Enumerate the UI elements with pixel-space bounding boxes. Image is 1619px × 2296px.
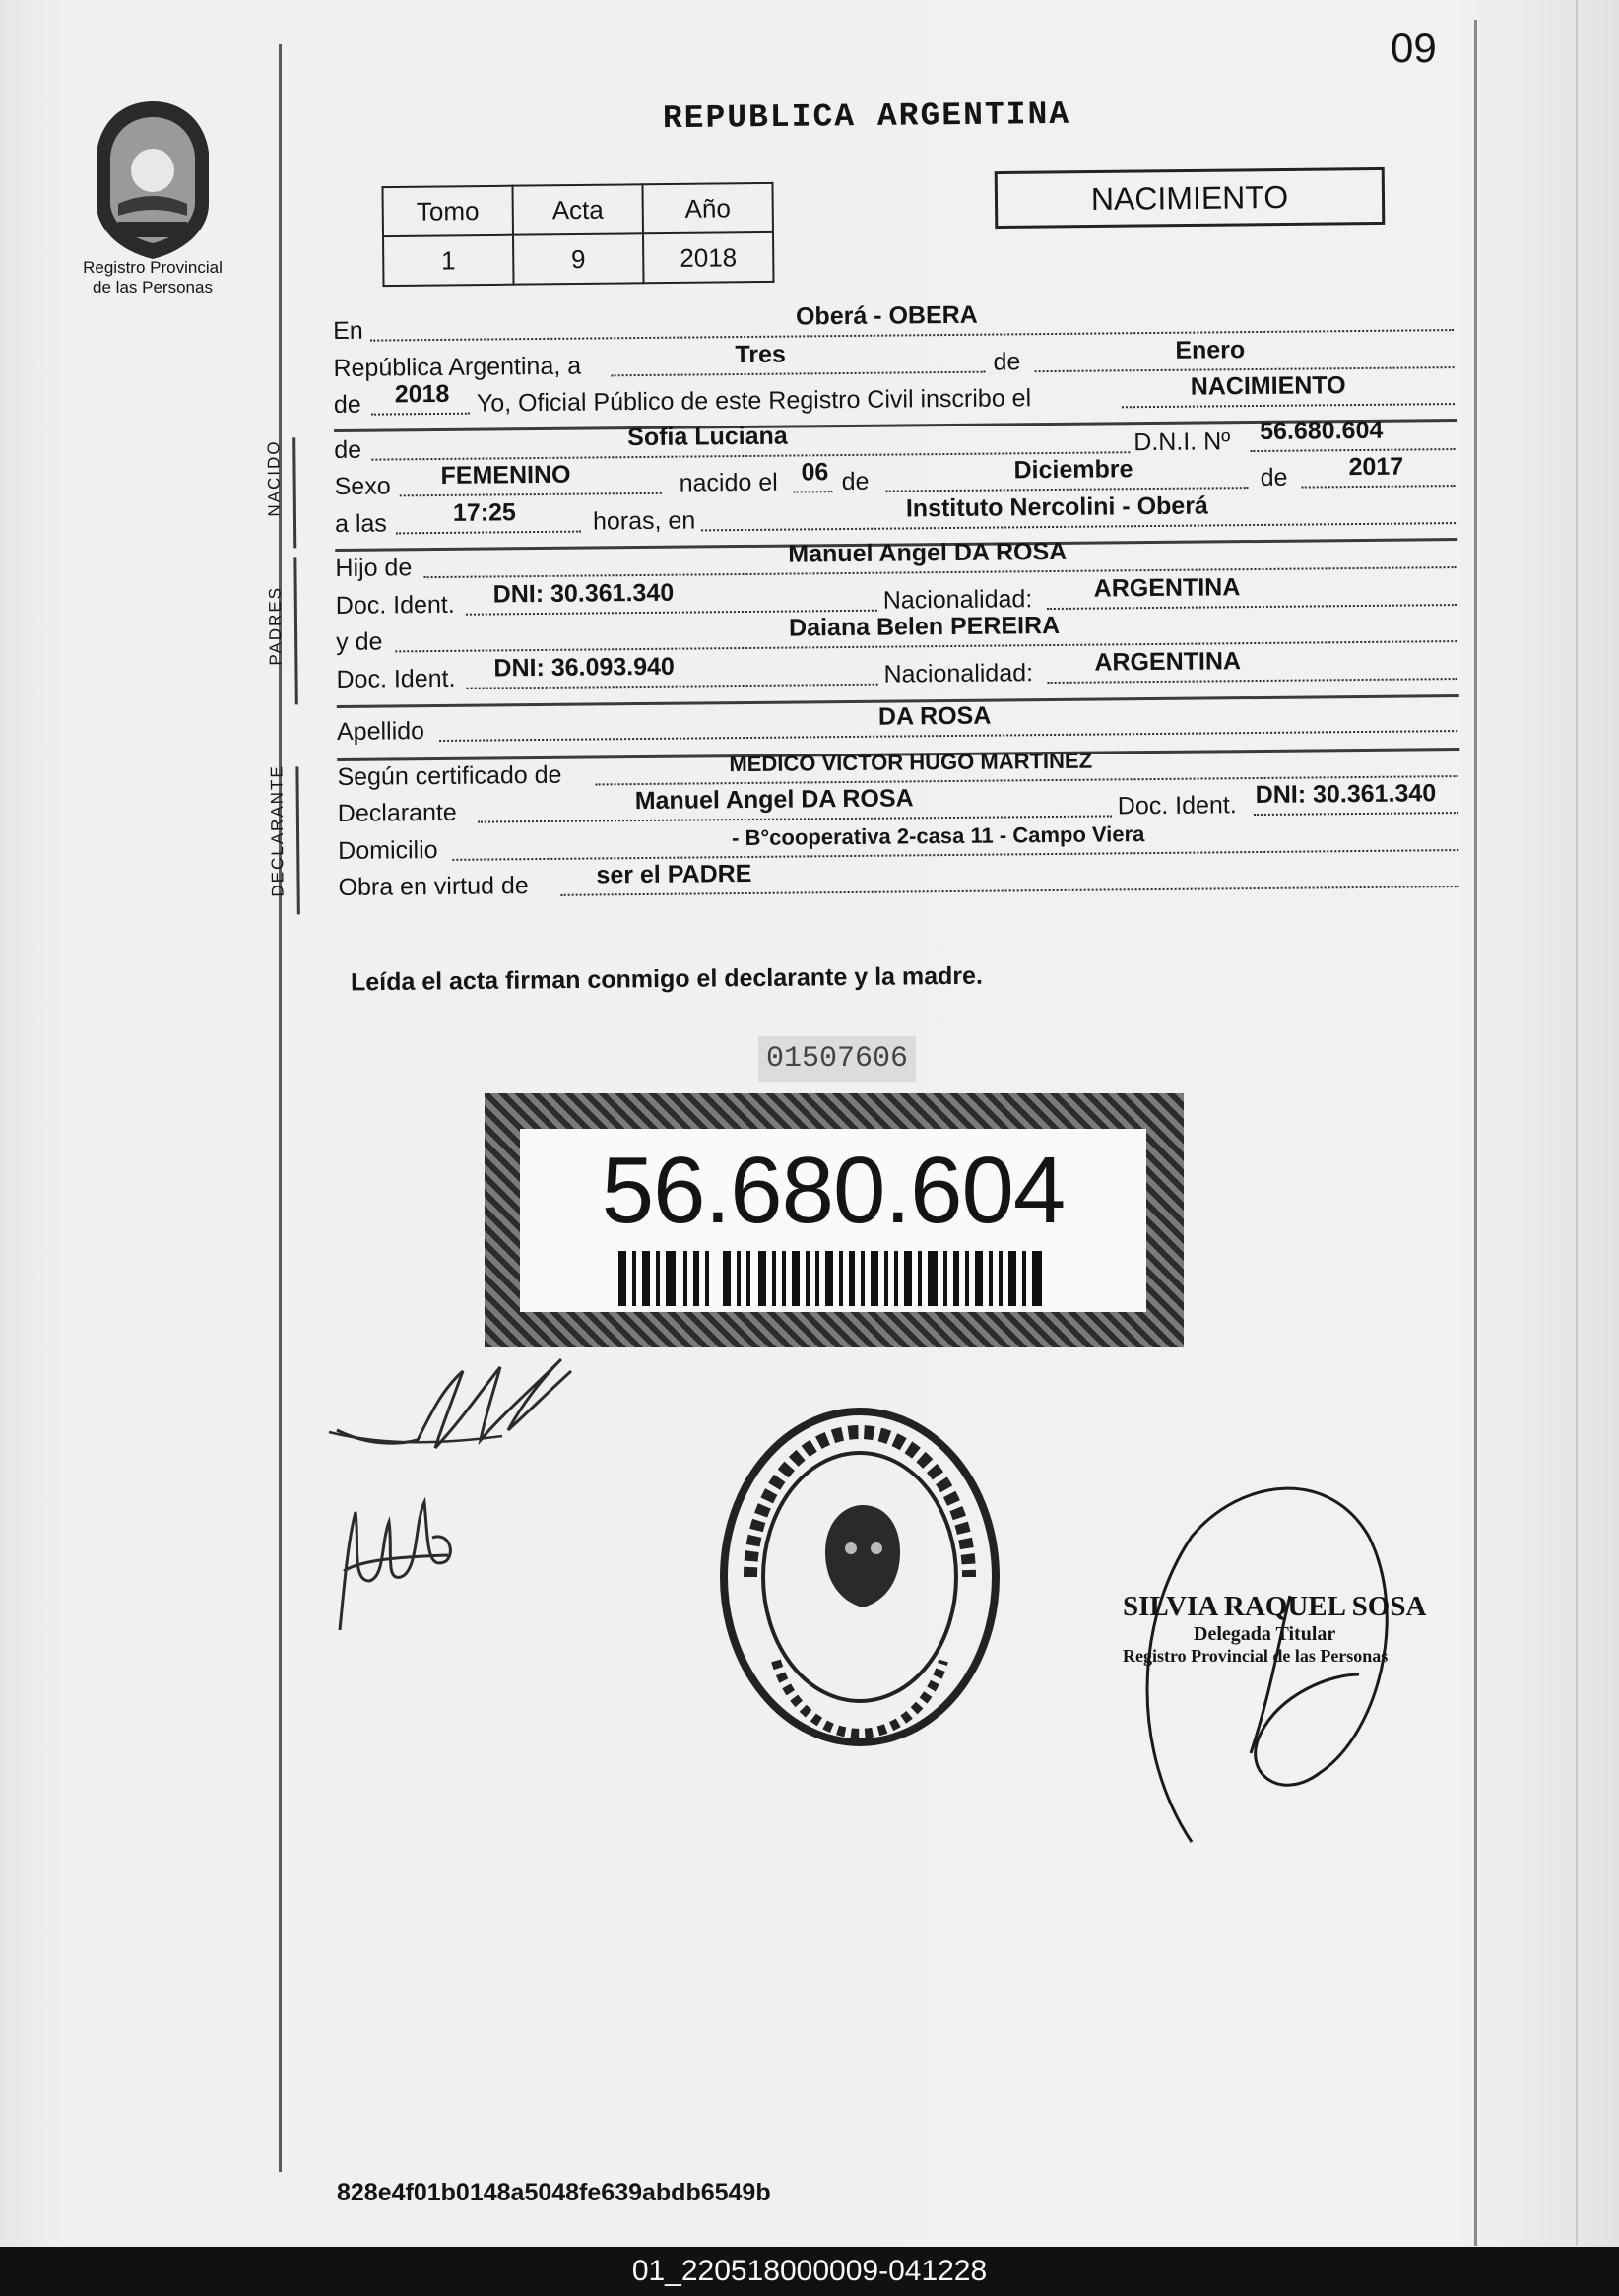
- label-de: de: [993, 347, 1021, 376]
- value-obra: ser el PADRE: [596, 859, 752, 889]
- mother-signature-icon: [330, 1482, 468, 1640]
- section-declarante-label: DECLARANTE: [267, 764, 288, 897]
- emblem-caption-line1: Registro Provincial: [83, 258, 223, 277]
- label-nacido-el: nacido el: [679, 468, 778, 497]
- label-doc-ident-madre: Doc. Ident.: [336, 664, 456, 693]
- value-lugar-nac: Instituto Nercolini - Oberá: [905, 491, 1209, 522]
- barcode-icon: [618, 1251, 1042, 1306]
- value-nac-dia: 06: [801, 458, 829, 487]
- value-dni: 56.680.604: [1260, 416, 1384, 445]
- label-en: En: [333, 316, 363, 345]
- serial-number: 01507606: [758, 1036, 916, 1082]
- value-mes: Enero: [1175, 335, 1246, 364]
- value-anio: 2018: [643, 232, 774, 283]
- label-doc-ident-declarante: Doc. Ident.: [1117, 791, 1237, 820]
- header-anio: Año: [642, 183, 773, 233]
- value-anio: 2018: [394, 379, 450, 409]
- row-madre-doc: [336, 646, 1458, 700]
- label-nacionalidad-padre: Nacionalidad:: [882, 584, 1033, 615]
- label-oficial: Yo, Oficial Público de este Registro Civil inscribo el: [476, 384, 1032, 418]
- closing-statement: Leída el acta firman conmigo el declarante y la madre.: [350, 961, 984, 997]
- value-apellido: DA ROSA: [877, 701, 992, 731]
- value-nombre: Sofia Luciana: [627, 422, 788, 451]
- label-y-de: y de: [336, 627, 383, 656]
- value-nac-mes: Diciembre: [1013, 455, 1133, 485]
- value-dia: Tres: [735, 340, 786, 368]
- value-madre-doc: DNI: 36.093.940: [493, 652, 676, 682]
- value-nac-anio: 2017: [1348, 452, 1404, 482]
- value-sexo: FEMENINO: [440, 460, 571, 490]
- right-margin-rule: [1474, 20, 1477, 2246]
- official-org: Registro Provincial de las Personas: [1123, 1646, 1389, 1666]
- value-hora: 17:25: [452, 497, 517, 527]
- label-sexo: Sexo: [334, 472, 391, 500]
- value-certificado: MEDICO VICTOR HUGO MARTINEZ: [729, 748, 1093, 776]
- value-declarante-doc: DNI: 30.361.340: [1255, 779, 1437, 810]
- section-padres-label: PADRES: [265, 585, 286, 666]
- label-domicilio: Domicilio: [338, 835, 438, 865]
- row-apellido: [336, 701, 1459, 753]
- official-stamp-icon: [717, 1405, 1003, 1749]
- page-edge: [1576, 0, 1578, 2246]
- section-padres: [265, 557, 297, 704]
- label-republica: República Argentina, a: [333, 352, 582, 382]
- value-lugar: Oberá - OBERA: [795, 300, 978, 331]
- label-de-nombre: de: [334, 435, 362, 464]
- emblem-caption-line2: de las Personas: [93, 278, 213, 296]
- label-de-mes: de: [841, 467, 870, 496]
- official-signature-block: [1123, 1591, 1448, 1667]
- label-de-year: de: [333, 390, 361, 419]
- row-hora: [334, 491, 1457, 545]
- label-horas-en: horas, en: [592, 505, 696, 535]
- label-declarante: Declarante: [337, 798, 457, 827]
- label-segun: Según certificado de: [337, 760, 562, 791]
- official-name: SILVIA RAQUEL SOSA: [1123, 1591, 1427, 1622]
- label-a-las: a las: [334, 508, 387, 538]
- official-role: Delegada Titular: [1194, 1623, 1336, 1645]
- value-acta: 9: [513, 233, 644, 284]
- document-title: REPUBLICA ARGENTINA: [662, 96, 1071, 138]
- value-tipo: NACIMIENTO: [1190, 371, 1346, 401]
- emblem-caption: [59, 258, 246, 297]
- page-number: 09: [1391, 25, 1437, 71]
- header-tomo: Tomo: [382, 186, 513, 236]
- value-madre-nac: ARGENTINA: [1094, 646, 1242, 677]
- dni-sticker: [485, 1093, 1184, 1347]
- section-nacido-label: NACIDO: [264, 439, 284, 517]
- footer-bar: 01_220518000009-041228: [0, 2247, 1619, 2296]
- declarant-signature-icon: [325, 1349, 581, 1468]
- label-obra: Obra en virtud de: [338, 872, 529, 901]
- value-madre: Daiana Belen PEREIRA: [788, 611, 1061, 642]
- label-doc-ident-padre: Doc. Ident.: [335, 590, 455, 620]
- provincial-emblem-icon: [79, 94, 227, 266]
- section-nacido: [264, 437, 296, 548]
- value-domicilio: - B°cooperativa 2-casa 11 - Campo Viera: [731, 820, 1145, 850]
- registry-table: [381, 182, 774, 287]
- value-tomo: 1: [383, 235, 514, 286]
- act-type-box: NACIMIENTO: [995, 167, 1386, 229]
- label-dni: D.N.I. Nº: [1133, 426, 1231, 456]
- section-declarante: [267, 764, 299, 914]
- value-padre-doc: DNI: 30.361.340: [492, 578, 675, 608]
- document-hash: 828e4f01b0148a5048fe639abdb6549b: [337, 2179, 771, 2206]
- label-hijo-de: Hijo de: [335, 554, 413, 582]
- value-declarante: Manuel Angel DA ROSA: [634, 784, 914, 816]
- label-apellido: Apellido: [336, 717, 425, 746]
- value-padre-nac: ARGENTINA: [1093, 572, 1241, 603]
- margin-rule: [279, 44, 282, 2172]
- dni-sticker-number: 56.680.604: [601, 1138, 1066, 1243]
- value-padre: Manuel Angel DA ROSA: [788, 537, 1068, 568]
- act-form: [264, 300, 1461, 908]
- label-nacionalidad-madre: Nacionalidad:: [883, 658, 1034, 689]
- header-acta: Acta: [512, 184, 643, 234]
- label-de-anio: de: [1260, 463, 1288, 492]
